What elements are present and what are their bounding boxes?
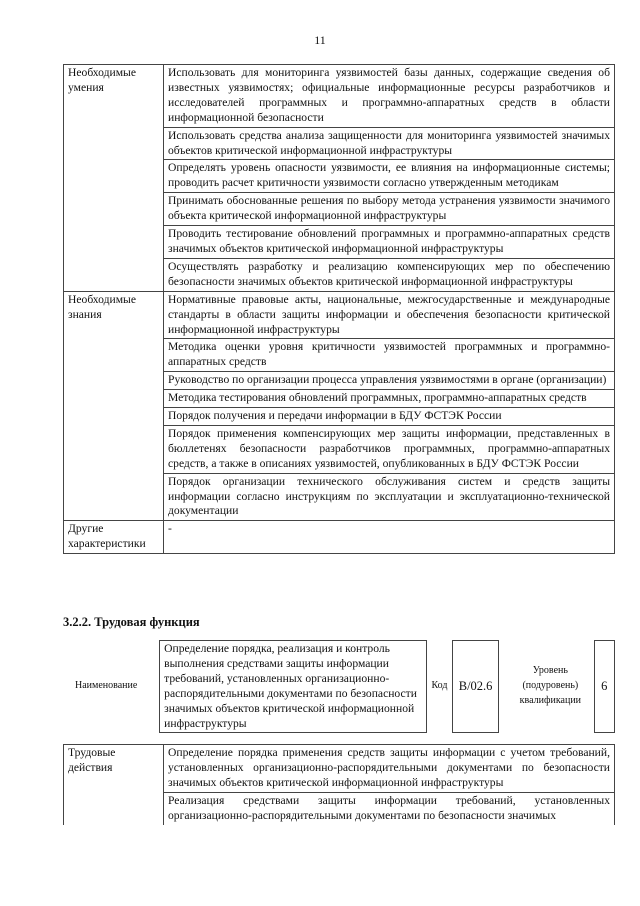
- function-name: Определение порядка, реализация и контроль выполнения средствами защиты информации требований, установленных организационно-распорядительными документами по безопасности значимых объектов критической информационной инфраструктуры: [160, 641, 427, 733]
- skill-item: Принимать обоснованные решения по выбору метода устранения уязвимости значимого объекта критической информационной инфраструктуры: [164, 193, 615, 226]
- action-item: Определение порядка применения средств защиты информации с учетом требований, установленных организационно-распорядительными документами по безопасности значимых объектов критической информационной инфраструктуры: [164, 745, 615, 793]
- knowledge-item: Порядок применения компенсирующих мер защиты информации, представленных в бюллетенях безопасности разработчиков программных, программно-аппаратных средств, а также в описаниях уязвимостей, опубликованных в БДУ ФСТЭК России: [164, 425, 615, 473]
- knowledge-item: Руководство по организации процесса управления уязвимостями в органе (организации): [164, 372, 615, 390]
- page-number: 11: [314, 33, 326, 47]
- actions-table: [63, 744, 615, 825]
- function-code-label: Код: [431, 680, 448, 692]
- other-value: -: [164, 521, 615, 554]
- function-code: В/02.6: [453, 641, 499, 733]
- table-row: [64, 521, 615, 554]
- skill-item: Осуществлять разработку и реализацию компенсирующих мер по обеспечению безопасности значимых объектов критической информационной инфраструктуры: [164, 258, 615, 291]
- function-header-table: [63, 640, 615, 733]
- knowledge-item: Методика тестирования обновлений программных, программно-аппаратных средств: [164, 390, 615, 408]
- action-item: Реализация средствами защиты информации требований, установленных организационно-распорядительными документами по безопасности значимых: [164, 792, 615, 824]
- actions-label: Трудовые действия: [64, 745, 164, 825]
- requirements-table: [63, 64, 615, 554]
- knowledge-item: Методика оценки уровня критичности уязвимостей программных и программно-аппаратных средств: [164, 339, 615, 372]
- table-row: [64, 65, 615, 128]
- qualification-level: 6: [594, 641, 614, 733]
- knowledge-label: Необходимые знания: [64, 291, 164, 521]
- skill-item: Использовать для мониторинга уязвимостей базы данных, содержащие сведения об известных уязвимостях; официальные информационные ресурсы разработчиков и исследователей программных и программно-аппаратных средств в области информационной безопасности: [164, 65, 615, 128]
- section-title: 3.2.2. Трудовая функция: [63, 615, 200, 629]
- skill-item: Определять уровень опасности уязвимости, ее влияния на информационные системы; проводить расчет критичности уязвимости согласно утвержденным методикам: [164, 160, 615, 193]
- function-name-label: Наименование: [75, 680, 138, 692]
- skills-label: Необходимые умения: [64, 65, 164, 292]
- knowledge-item: Порядок получения и передачи информации в БДУ ФСТЭК России: [164, 408, 615, 426]
- table-row: [64, 745, 615, 793]
- knowledge-item: Нормативные правовые акты, национальные, межгосударственные и международные стандарты в области защиты информации и обеспечения безопасности критической информационной инфраструктуры: [164, 291, 615, 339]
- skill-item: Использовать средства анализа защищенности для мониторинга уязвимостей значимых объектов критической информационной инфраструктуры: [164, 127, 615, 160]
- qualification-level-label: Уровень (подуровень) квалификации: [519, 665, 582, 707]
- skill-item: Проводить тестирование обновлений программных и программно-аппаратных средств значимых объектов критической информационной инфраструктуры: [164, 226, 615, 259]
- knowledge-item: Порядок организации технического обслуживания систем и средств защиты информации согласно инструкциям по эксплуатации и эксплуатационно-технической документации: [164, 473, 615, 521]
- table-row: [64, 291, 615, 339]
- other-label: Другие характеристики: [64, 521, 164, 554]
